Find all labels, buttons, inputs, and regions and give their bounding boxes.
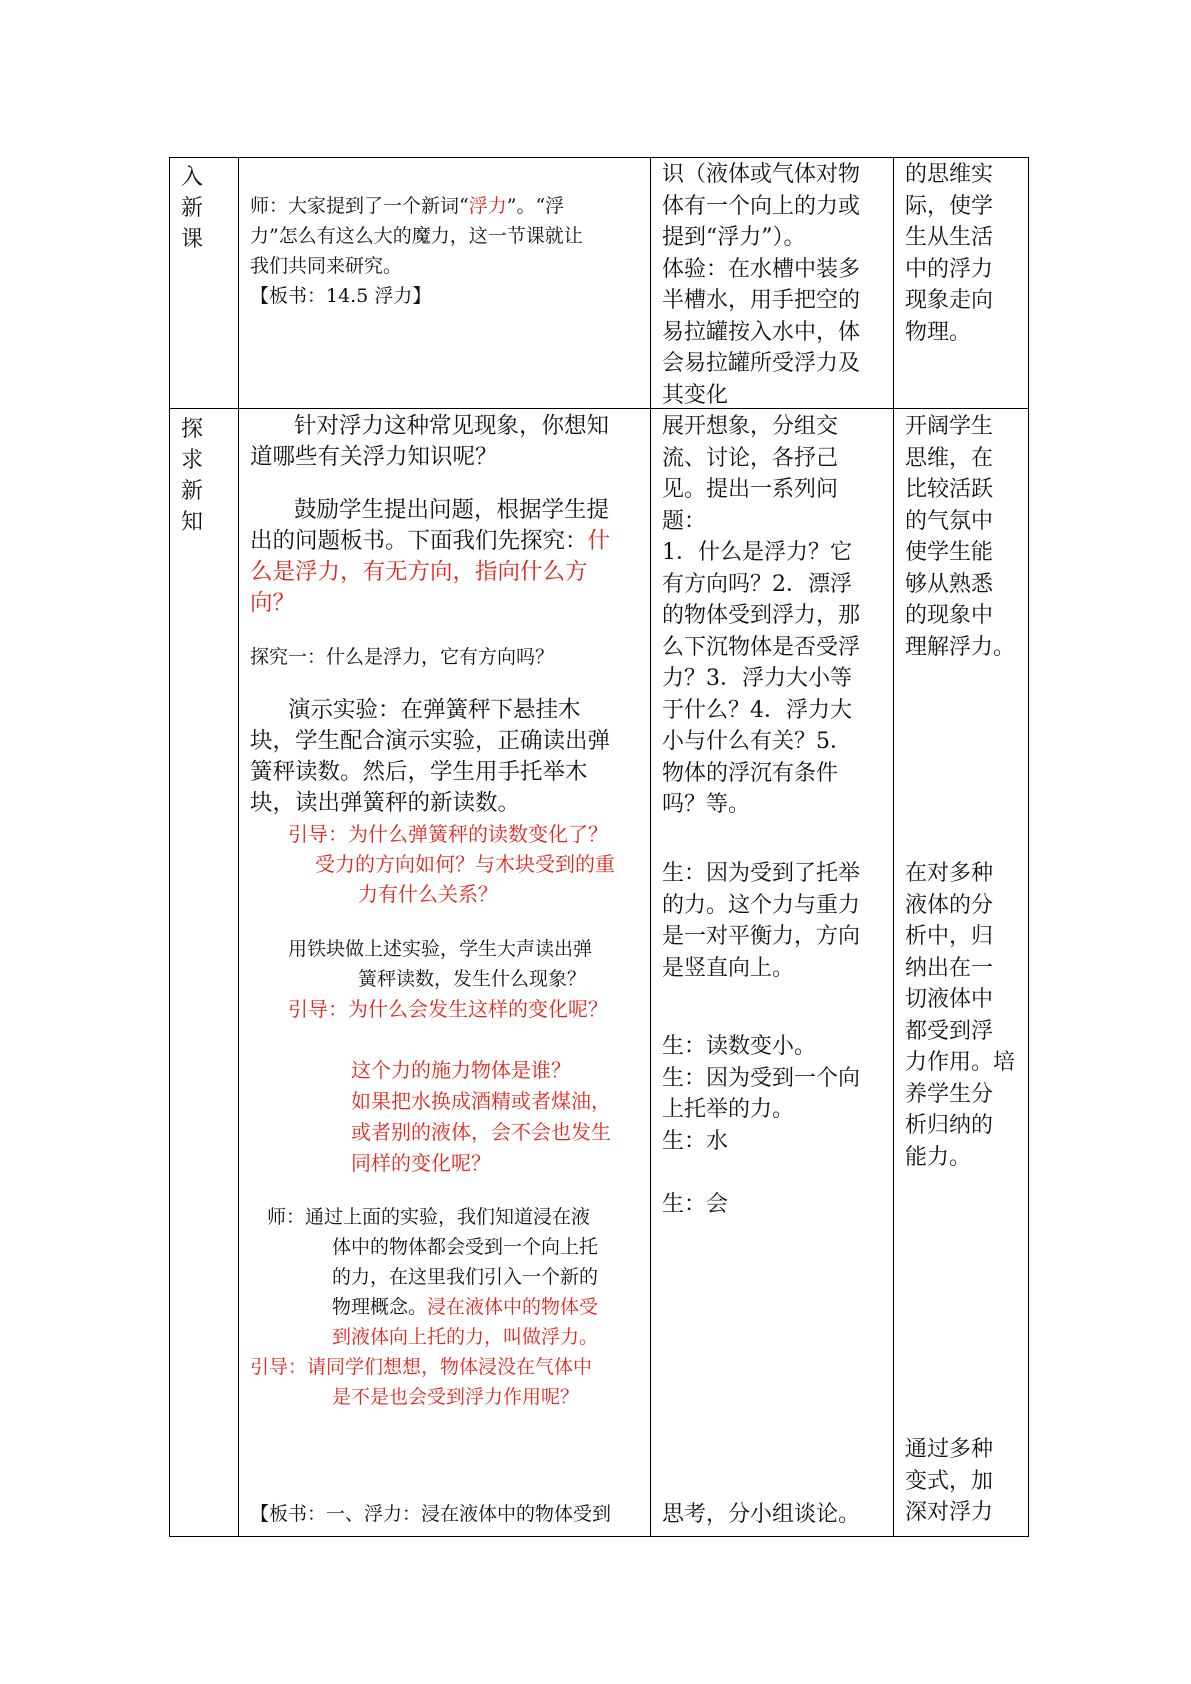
text-line: 的物体受到浮力，那	[662, 603, 861, 628]
text-line: 使学生能	[905, 540, 994, 565]
design-intent-text	[905, 159, 993, 348]
guide-questions	[351, 1055, 611, 1179]
student-activity-cell	[651, 158, 894, 409]
text-line: 见。提出一系列问	[662, 477, 839, 502]
guide-text: 受力的方向如何？与木块受到的重	[315, 852, 615, 876]
text-line: 在对多种	[905, 861, 994, 886]
definition-text: 到液体向上托的力，叫做浮力。	[332, 1326, 599, 1348]
text-line: 于什么？4．浮力大	[662, 697, 852, 723]
text-line: 物体的浮沉有条件	[662, 760, 839, 786]
text-line: 是一对平衡力，方向	[662, 924, 861, 949]
teacher-line: 块，学生配合演示实验，正确读出弹	[250, 728, 611, 754]
text-line: 的思维实	[905, 162, 994, 187]
text-line: 体有一个向上的力或	[662, 193, 861, 219]
teacher-line: 的力，在这里我们引入一个新的	[332, 1266, 599, 1288]
text-line: 生：因为受到了托举	[662, 861, 861, 886]
teacher-activity-cell	[239, 158, 651, 409]
text-line: 际，使学	[905, 193, 994, 219]
stage-label: 探 求 新 知	[181, 417, 204, 535]
text-line: 其变化	[662, 382, 729, 408]
text-line: 会易拉罐所受浮力及	[662, 351, 861, 376]
text-line: 半槽水，用手把空的	[662, 288, 861, 313]
stage-cell	[170, 158, 239, 409]
teacher-line: 我们共同来研究。	[250, 255, 403, 277]
inquiry-heading: 探究一：什么是浮力，它有方向吗？	[250, 646, 555, 668]
student-text: 生：会	[662, 1192, 729, 1217]
student-text	[662, 159, 860, 411]
design-intent-text	[905, 411, 1015, 663]
board-note: 【板书：14.5 浮力】	[250, 285, 432, 307]
text-line: 力？3．浮力大小等	[662, 666, 852, 691]
design-intent-cell	[894, 409, 1029, 1537]
text-line: 理解浮力。	[905, 634, 1016, 660]
text-line: 中的浮力	[905, 256, 994, 282]
teacher-line: 体中的物体都会受到一个向上托	[332, 1236, 599, 1258]
text-line: 养学生分	[905, 1081, 994, 1107]
text-line: 题：	[662, 508, 707, 534]
guide-text: 引导：为什么弹簧秤的读数变化了？	[288, 822, 608, 846]
table-row	[170, 158, 1029, 409]
text-line: 够从熟悉	[905, 571, 994, 597]
text-line: 通过多种	[905, 1437, 994, 1462]
text-line: 的气氛中	[905, 508, 994, 534]
guide-text: 力有什么关系？	[358, 882, 498, 906]
text-line: 是竖直向上。	[662, 955, 795, 981]
teacher-line: 物理概念。浸在液体中的物体受	[332, 1296, 599, 1318]
text-line: 生从生活	[905, 225, 994, 250]
text-line: 上托举的力。	[662, 1097, 795, 1122]
text-line: 易拉罐按入水中，体	[662, 319, 861, 345]
text-line: 思维，在	[905, 445, 994, 471]
teacher-line: 演示实验：在弹簧秤下悬挂木	[288, 697, 581, 723]
text-line: 现象走向	[905, 288, 994, 313]
text-line: 1．什么是浮力？它	[662, 540, 852, 565]
text-line: 深对浮力	[905, 1500, 994, 1525]
table-row	[170, 409, 1029, 1537]
text-line: 切液体中	[905, 987, 994, 1012]
teacher-line: 用铁块做上述实验，学生大声读出弹	[288, 938, 593, 960]
board-note: 【板书：一、浮力：浸在液体中的物体受到	[250, 1503, 612, 1525]
text-line: 比较活跃	[905, 477, 994, 502]
teacher-line: 出的问题板书。下面我们先探究：什	[250, 528, 611, 554]
teacher-line: 师：大家提到了一个新词“浮力”。“浮	[250, 195, 565, 217]
text-line: 这个力的施力物体是谁？	[351, 1058, 571, 1082]
teacher-line: 力”怎么有这么大的魔力，这一节课就让	[250, 225, 583, 247]
text-line: 生：因为受到一个向	[662, 1065, 861, 1091]
text-line: 生：水	[662, 1128, 729, 1154]
design-intent-text	[905, 1434, 993, 1529]
guide-text: 引导：为什么会发生这样的变化呢？	[288, 997, 608, 1021]
student-text	[662, 1031, 860, 1157]
text-line: 能力。	[905, 1144, 972, 1170]
text-line: 或者别的液体，会不会也发生	[351, 1120, 611, 1144]
lesson-plan-table	[169, 157, 1029, 1537]
text-line: 生：读数变小。	[662, 1034, 817, 1059]
text-line: 的力。这个力与重力	[662, 892, 861, 918]
text-line: 的现象中	[905, 603, 994, 628]
teacher-question: 向？	[250, 590, 296, 616]
design-intent-cell	[894, 158, 1029, 409]
teacher-line: 针对浮力这种常见现象，你想知	[294, 413, 610, 439]
guide-text: 是不是也会受到浮力作用呢？	[332, 1386, 580, 1408]
text-line: 液体的分	[905, 892, 994, 918]
text-line: 提到“浮力”）。	[662, 225, 806, 250]
text-line: 流、讨论，各抒己	[662, 445, 839, 471]
text-line: 识（液体或气体对物	[662, 162, 861, 187]
teacher-line: 师：通过上面的实验，我们知道浸在液	[267, 1206, 591, 1228]
stage-cell	[170, 409, 239, 1537]
guide-text: 引导：请同学们想想，物体浸没在气体中	[250, 1356, 593, 1378]
text-line: 析归纳的	[905, 1113, 994, 1138]
teacher-line: 道哪些有关浮力知识呢？	[250, 444, 498, 470]
text-line: 体验：在水槽中装多	[662, 256, 861, 282]
student-text	[662, 411, 860, 821]
teacher-activity-cell	[239, 409, 651, 1537]
design-intent-text	[905, 858, 1015, 1173]
text-line: 力作用。培	[905, 1050, 1016, 1075]
teacher-question: 么是浮力，有无方向，指向什么方	[250, 559, 588, 585]
text-line: 开阔学生	[905, 414, 994, 439]
text-line: 物理。	[905, 319, 972, 345]
text-line: 变式，加	[905, 1468, 994, 1494]
stage-label: 入 新 课	[181, 165, 204, 252]
text-line: 展开想象，分组交	[662, 414, 839, 439]
text-line: 析中，归	[905, 924, 994, 949]
text-line: 都受到浮	[905, 1018, 994, 1044]
text-line: 纳出在一	[905, 955, 994, 981]
teacher-line: 簧秤读数，发生什么现象？	[358, 968, 587, 990]
text-line: 如果把水换成酒精或者煤油，	[351, 1089, 611, 1113]
text-line: 小与什么有关？5．	[662, 729, 852, 754]
teacher-line: 簧秤读数。然后，学生用手托举木	[250, 759, 588, 785]
student-text	[662, 858, 860, 984]
student-text: 思考，分小组谈论。	[662, 1502, 861, 1527]
text-line: 同样的变化呢？	[351, 1151, 491, 1175]
text-line: 么下沉物体是否受浮	[662, 634, 861, 660]
text-line: 有方向吗？2．漂浮	[662, 571, 852, 597]
student-activity-cell	[651, 409, 894, 1537]
teacher-line: 块，读出弹簧秤的新读数。	[250, 790, 521, 816]
text-line: 吗？等。	[662, 792, 751, 817]
teacher-line: 鼓励学生提出问题，根据学生提	[294, 497, 610, 523]
